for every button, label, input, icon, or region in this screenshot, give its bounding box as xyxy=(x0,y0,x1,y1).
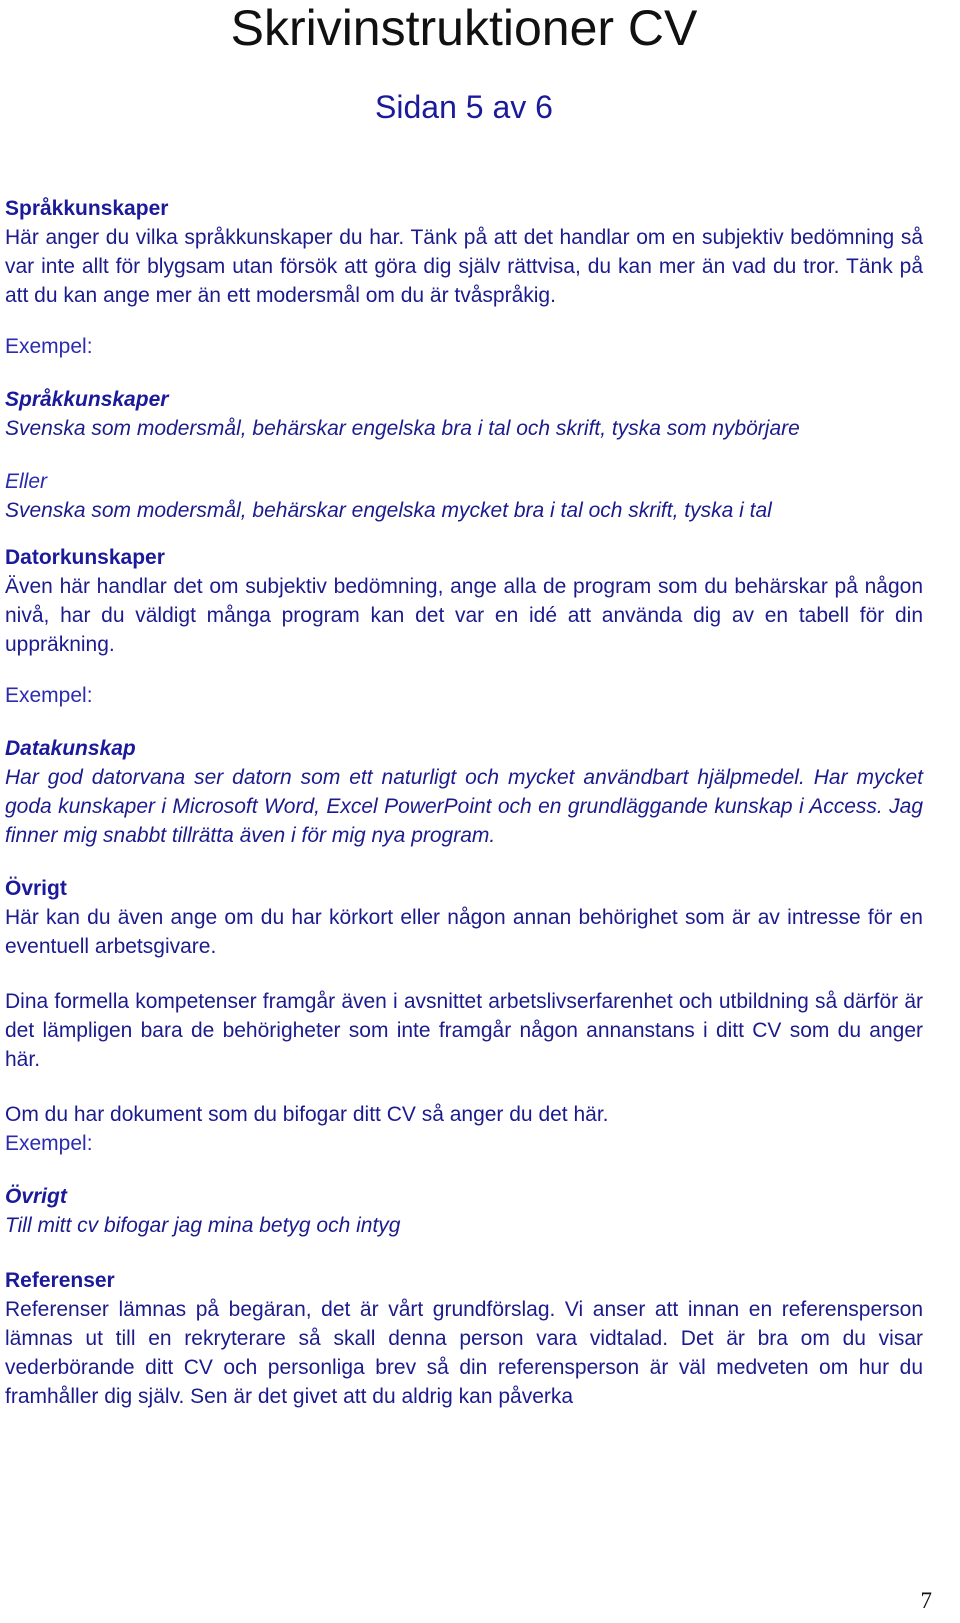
example-heading: Datakunskap xyxy=(5,737,136,760)
page-number: 7 xyxy=(920,1588,932,1613)
example-label: Exempel: xyxy=(5,1132,93,1155)
section-body-sprak: Här anger du vilka språkkunskaper du har. Tänk på att det handlar om en subjektiv bedömning så var inte allt för blygsam utan försök att göra dig själv rättvisa, du kan mer än vad du tror. Tänk på att du kan ange mer än ett modersmål om du är tvåspråkig. xyxy=(5,226,923,307)
section-body-dator: Även här handlar det om subjektiv bedömning, ange alla de program som du behärskar på någon nivå, har du väldigt många program kan det var en idé att använda dig av en tabell för din uppräkning. xyxy=(5,575,923,656)
section-heading-dator: Datorkunskaper xyxy=(5,546,165,569)
document-title: Skrivinstruktioner CV xyxy=(230,0,698,56)
section-heading-sprak: Språkkunskaper xyxy=(5,197,169,220)
section-body-ovrigt: Här kan du även ange om du har körkort eller någon annan behörighet som är av intresse för en eventuell arbetsgivare. xyxy=(5,906,923,958)
example-line: Svenska som modersmål, behärskar engelska mycket bra i tal och skrift, tyska i tal xyxy=(5,499,772,522)
example-heading: Övrigt xyxy=(5,1185,67,1208)
example-body: Har god datorvana ser datorn som ett naturligt och mycket användbart hjälpmedel. Har mycket goda kunskaper i Microsoft Word, Excel PowerPoint och en grundläggande kunskap i Access. Jag finner mig snabbt tillrätta även i för mig nya program. xyxy=(5,766,923,847)
example-label: Exempel: xyxy=(5,684,93,707)
section-body-referenser: Referenser lämnas på begäran, det är vårt grundförslag. Vi anser att innan en referensperson lämnas ut till en rekryterare så skall denna person vara vidtalad. Det är bra om du visar vederbörande ditt CV och personliga brev så din referensperson är väl medveten om hur du framhåller dig själv. Sen är det givet att du aldrig kan påverka xyxy=(5,1298,923,1408)
page-indicator: Sidan 5 av 6 xyxy=(375,89,553,125)
example-heading: Språkkunskaper xyxy=(5,388,169,411)
example-line: Svenska som modersmål, behärskar engelska bra i tal och skrift, tyska som nybörjare xyxy=(5,417,800,440)
or-label: Eller xyxy=(5,470,48,493)
section-heading-ovrigt: Övrigt xyxy=(5,877,67,900)
section-body-ovrigt: Om du har dokument som du bifogar ditt CV så anger du det här. xyxy=(5,1103,609,1126)
example-label: Exempel: xyxy=(5,335,93,358)
section-heading-referenser: Referenser xyxy=(5,1269,115,1292)
document-body xyxy=(5,194,923,1411)
section-body-ovrigt: Dina formella kompetenser framgår även i avsnittet arbetslivserfarenhet och utbildning så därför är det lämpligen bara de behörigheter som inte framgår någon annanstans i ditt CV som du anger här. xyxy=(5,990,923,1071)
example-body: Till mitt cv bifogar jag mina betyg och intyg xyxy=(5,1214,401,1237)
